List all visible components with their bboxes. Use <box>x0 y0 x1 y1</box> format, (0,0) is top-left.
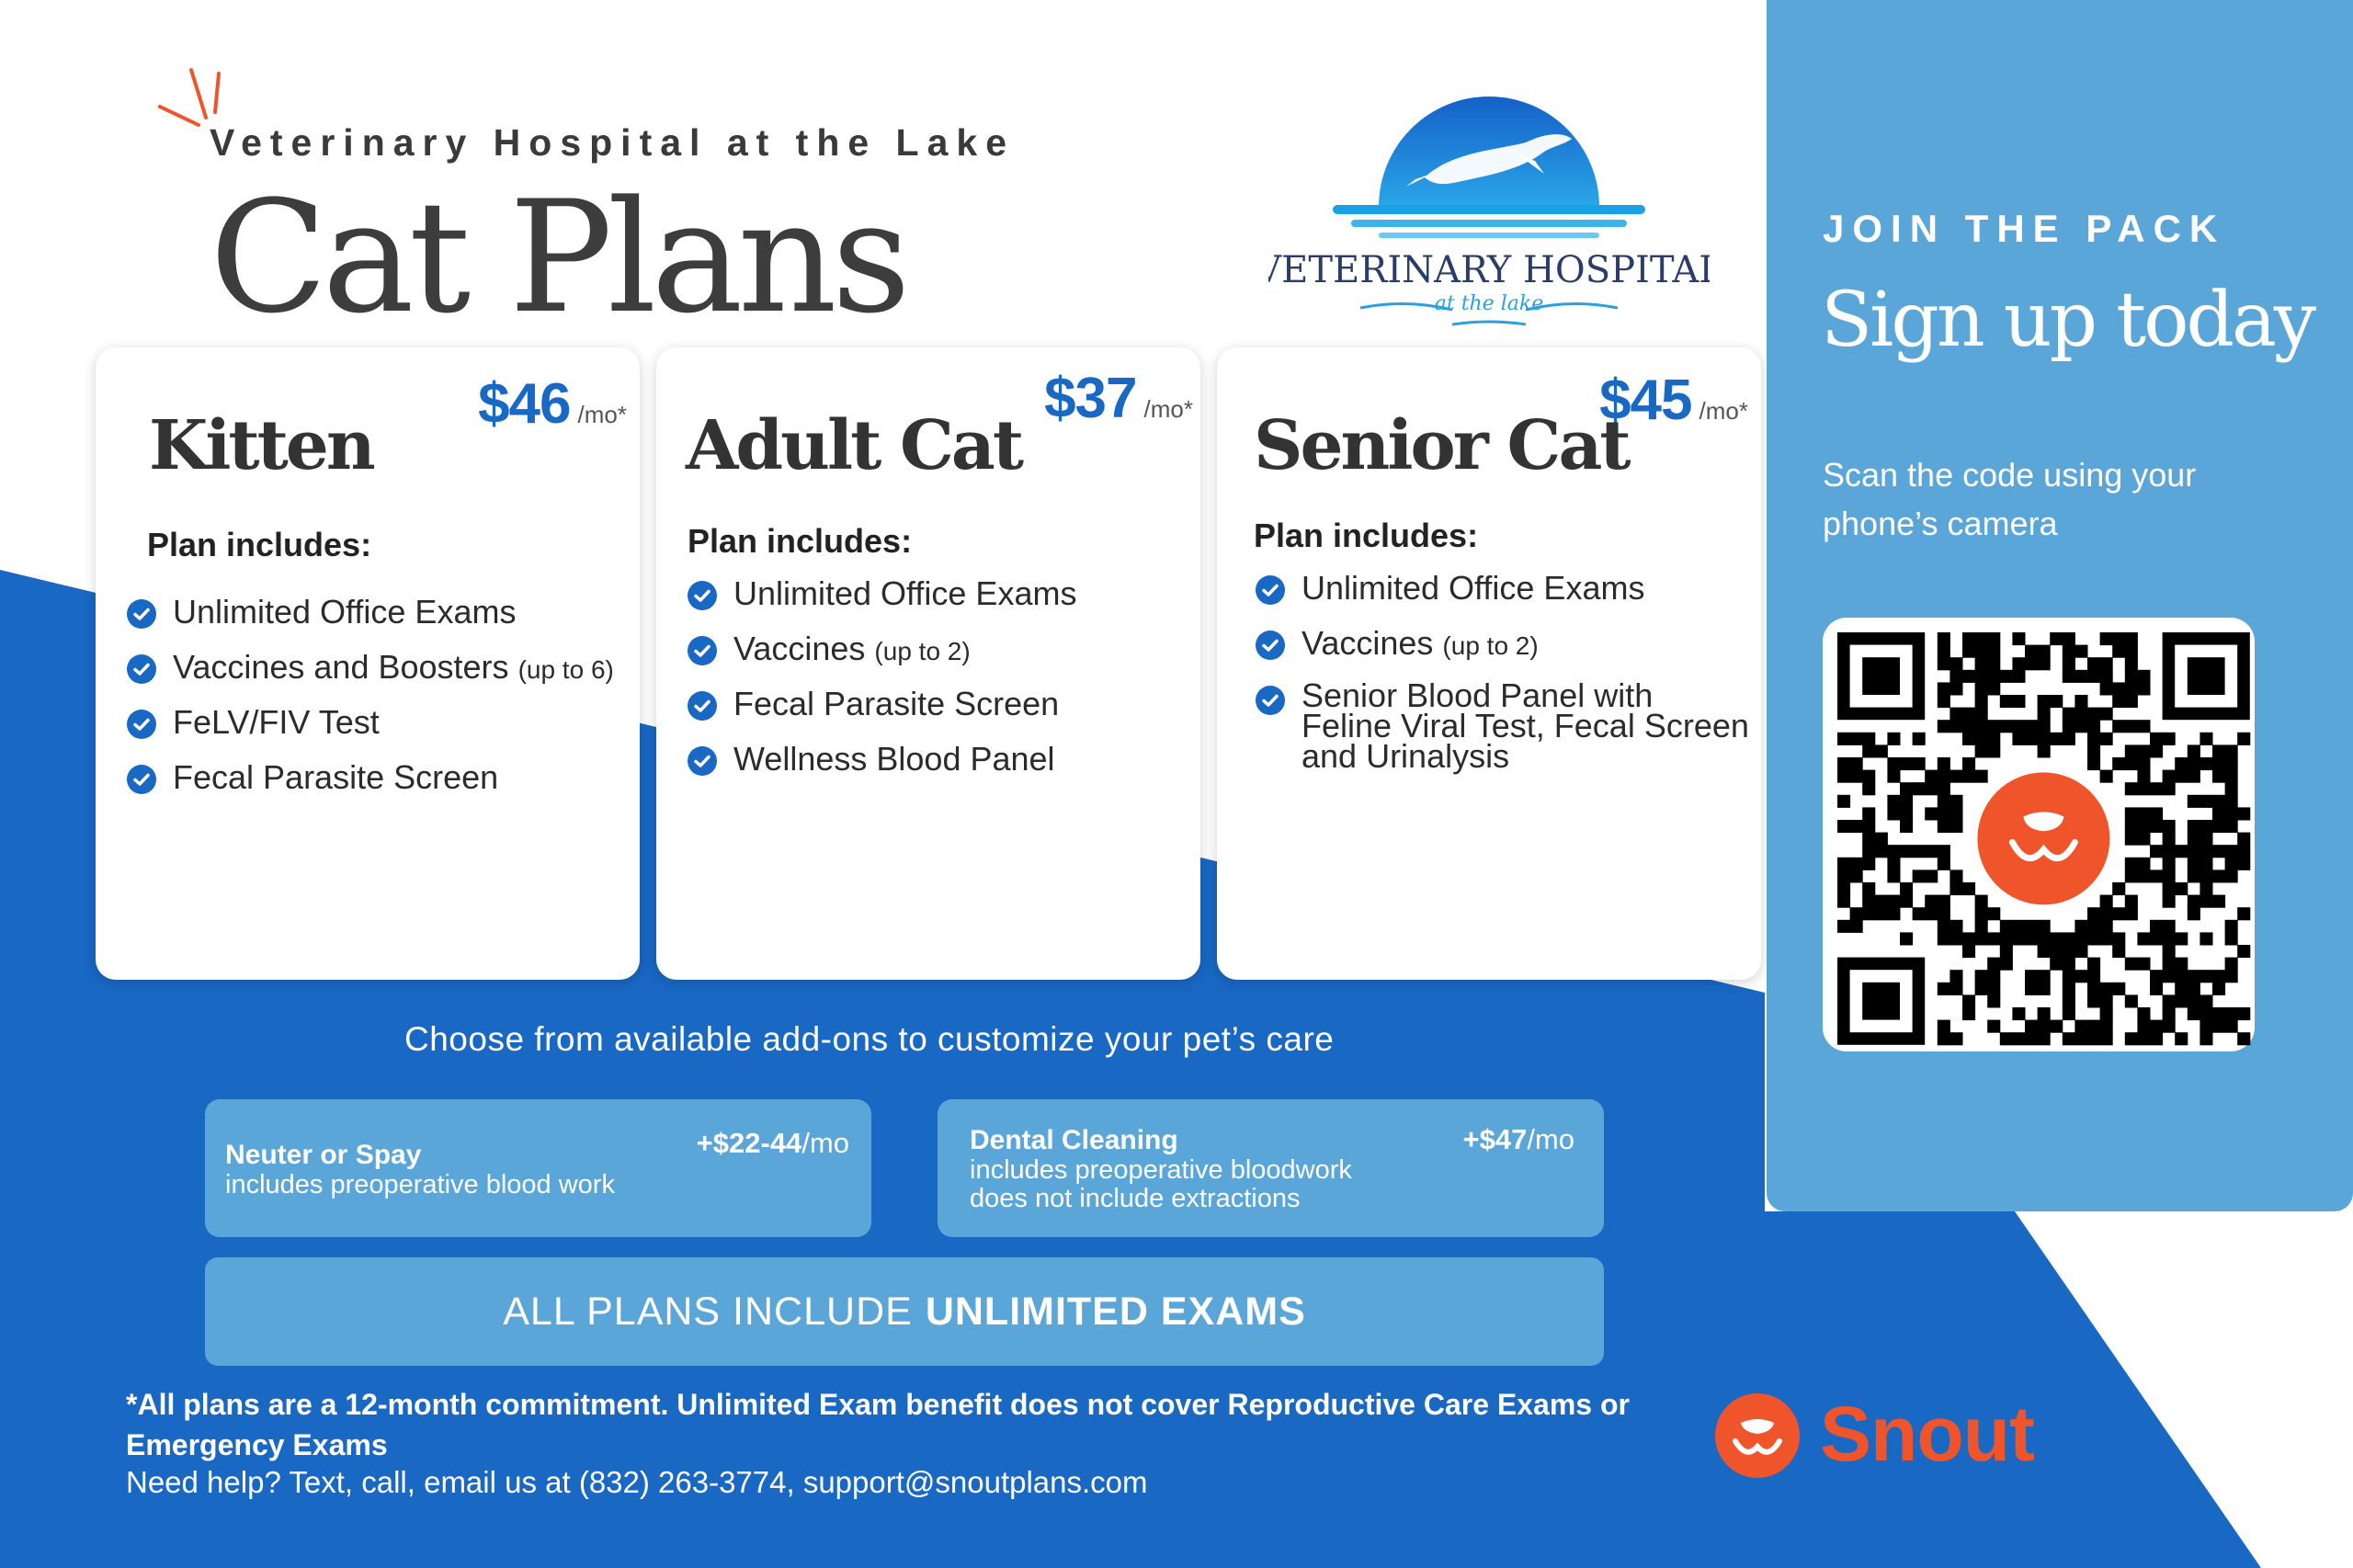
addon-dental-cleaning[interactable] <box>938 1099 1604 1237</box>
page-title: Cat Plans <box>210 167 905 347</box>
plan-feature-list <box>688 575 1195 796</box>
snout-brand-name: Snout <box>1820 1391 2034 1477</box>
plan-feature: Unlimited Office Exams <box>127 594 634 633</box>
snout-logo-icon <box>1713 1392 1802 1480</box>
plan-feature: Senior Blood Panel with Feline Viral Test, Fecal Screen and Urinalysis <box>1256 680 1752 771</box>
check-circle-icon <box>127 710 156 739</box>
plan-feature: Unlimited Office Exams <box>688 575 1195 615</box>
logo-line2: at the lake <box>1434 292 1544 315</box>
plan-feature: Unlimited Office Exams <box>1256 570 1752 609</box>
plan-feature: Wellness Blood Panel <box>688 741 1195 780</box>
plan-price <box>478 371 627 437</box>
plan-name: Adult Cat <box>686 406 1022 485</box>
disclaimer: *All plans are a 12-month commitment. Unlimited Exam benefit does not cover Reproductive Care Exams or Emergency Exams <box>126 1388 1630 1461</box>
addon-description-2: does not include extractions <box>970 1184 1301 1213</box>
plan-feature: Vaccines (up to 2) <box>1256 625 1752 665</box>
addon-description: includes preoperative bloodwork <box>970 1155 1352 1185</box>
check-circle-icon <box>688 746 717 776</box>
plan-price-amount: $45 <box>1599 369 1692 432</box>
plan-feature: Vaccines and Boosters (up to 6) <box>127 649 634 688</box>
accent-lines-icon <box>154 64 228 129</box>
plan-includes-label: Plan includes: <box>688 522 913 560</box>
addon-name: Neuter or Spay <box>225 1140 422 1170</box>
plan-card-kitten[interactable] <box>96 347 640 980</box>
hospital-logo <box>1268 78 1710 345</box>
logo-line1: VETERINARY HOSPITAL <box>1268 249 1710 291</box>
addon-neuter-spay[interactable] <box>205 1099 871 1237</box>
check-circle-icon <box>127 599 156 629</box>
plan-feature-list <box>127 594 634 814</box>
signup-title: Sign up today <box>1821 277 2314 364</box>
plan-price-period: /mo* <box>577 401 627 428</box>
unlimited-exams-banner <box>205 1257 1604 1366</box>
addon-price: +$47/mo <box>1462 1123 1574 1155</box>
check-circle-icon <box>688 691 717 721</box>
addon-name: Dental Cleaning <box>970 1125 1178 1155</box>
plan-price-amount: $46 <box>478 372 571 436</box>
plan-feature: FeLV/FIV Test <box>127 704 634 744</box>
banner-emphasis: UNLIMITED EXAMS <box>925 1289 1306 1334</box>
plan-price-amount: $37 <box>1044 367 1137 430</box>
plan-price-period: /mo* <box>1143 395 1193 423</box>
plan-feature-list <box>1256 570 1752 787</box>
qr-code[interactable] <box>1823 618 2255 1051</box>
check-circle-icon <box>1256 686 1285 715</box>
qr-code-icon <box>1823 618 2255 1051</box>
check-circle-icon <box>688 581 717 610</box>
plan-name: Senior Cat <box>1254 406 1629 485</box>
plan-price <box>1044 366 1193 431</box>
plan-includes-label: Plan includes: <box>147 526 372 563</box>
addon-description: includes preoperative blood work <box>225 1170 615 1199</box>
check-circle-icon <box>1256 575 1285 605</box>
addon-price: +$22-44/mo <box>696 1127 849 1159</box>
check-circle-icon <box>127 765 156 794</box>
hospital-name: Veterinary Hospital at the Lake <box>210 121 1016 164</box>
signup-description: Scan the code using your phone’s camera <box>1823 456 2197 542</box>
check-circle-icon <box>688 636 717 665</box>
plan-feature: Fecal Parasite Screen <box>688 686 1195 725</box>
leaping-dog-sunset-icon <box>1268 78 1710 345</box>
plan-card-adult-cat[interactable] <box>656 347 1200 980</box>
plan-price-period: /mo* <box>1699 397 1748 425</box>
plan-feature: Fecal Parasite Screen <box>127 759 634 799</box>
check-circle-icon <box>1256 631 1285 660</box>
plan-feature: Vaccines (up to 2) <box>688 631 1195 670</box>
plan-includes-label: Plan includes: <box>1254 517 1479 554</box>
signup-eyebrow: JOIN THE PACK <box>1823 207 2226 250</box>
plan-name: Kitten <box>149 406 373 485</box>
plan-card-senior-cat[interactable] <box>1217 347 1761 980</box>
addons-title: Choose from available add-ons to customize your pet’s care <box>404 1020 1335 1058</box>
help-contact[interactable]: Need help? Text, call, email us at (832) 263-3774, support@snoutplans.com <box>126 1465 1148 1499</box>
check-circle-icon <box>127 654 156 684</box>
banner-prefix: ALL PLANS INCLUDE <box>503 1289 913 1334</box>
